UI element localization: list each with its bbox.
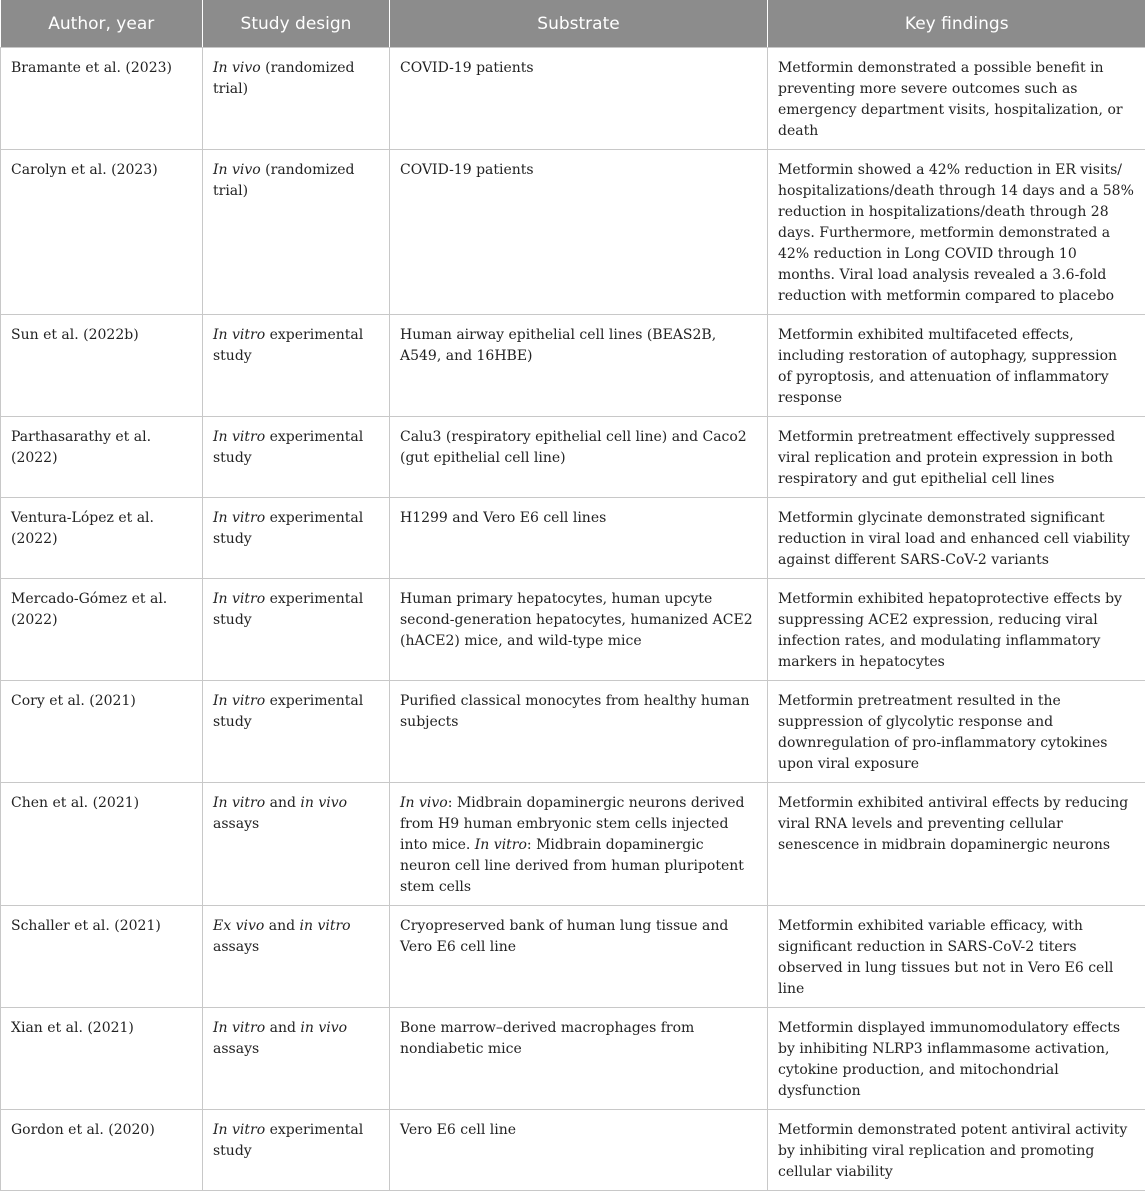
cell-author: Gordon et al. (2020)	[1, 1110, 203, 1191]
design-text: assays	[213, 939, 259, 955]
cell-author: Cory et al. (2021)	[1, 681, 203, 783]
cell-findings: Metformin demonstrated a possible benefit in preventing more severe outcomes such as emergency department visits, hospitalization, or death	[768, 48, 1145, 150]
table-row	[1, 315, 1145, 417]
cell-design	[203, 48, 390, 150]
cell-findings: Metformin displayed immunomodulatory effects by inhibiting NLRP3 inflammasome activation, cytokine production, and mitochondrial dysfunction	[768, 1008, 1145, 1110]
design-italic: in vivo	[300, 795, 347, 811]
design-text: and	[264, 918, 299, 934]
design-italic: In vivo	[213, 60, 261, 76]
cell-findings: Metformin exhibited hepatoprotective effects by suppressing ACE2 expression, reducing viral infection rates, and modulating inflammatory markers in hepatocytes	[768, 579, 1145, 681]
table-row	[1, 48, 1145, 150]
design-text: and	[265, 1020, 300, 1036]
cell-findings: Metformin showed a 42% reduction in ER visits/ hospitalizations/death through 14 days and a 58% reduction in hospitalizations/death through 28 days. Furthermore, metformin demonstrated a 42% reduction in Long COVID through 10 months. Viral load analysis revealed a 3.6-fold reduction with metformin compared to placebo	[768, 150, 1145, 315]
cell-design	[203, 1008, 390, 1110]
substrate-italic: In vitro	[475, 837, 527, 853]
cell-author: Chen et al. (2021)	[1, 783, 203, 906]
cell-findings: Metformin exhibited multifaceted effects, including restoration of autophagy, suppression of pyroptosis, and attenuation of inflammatory response	[768, 315, 1145, 417]
table-row	[1, 498, 1145, 579]
substrate-text: : Midbrain dopaminergic neuron cell line derived from human pluripotent stem cells	[400, 837, 744, 895]
table-row	[1, 579, 1145, 681]
cell-findings: Metformin pretreatment resulted in the suppression of glycolytic response and downregulation of pro-inflammatory cytokines upon viral exposure	[768, 681, 1145, 783]
cell-substrate: Bone marrow–derived macrophages from nondiabetic mice	[390, 1008, 768, 1110]
table-row	[1, 1110, 1145, 1191]
cell-substrate: COVID-19 patients	[390, 150, 768, 315]
cell-findings: Metformin exhibited variable efficacy, with significant reduction in SARS-CoV-2 titers observed in lung tissues but not in Vero E6 cell line	[768, 906, 1145, 1008]
design-italic: In vitro	[213, 693, 265, 709]
cell-substrate	[390, 783, 768, 906]
design-text: experimental study	[213, 510, 363, 547]
design-italic: in vivo	[300, 1020, 347, 1036]
cell-author: Parthasarathy et al. (2022)	[1, 417, 203, 498]
cell-design	[203, 906, 390, 1008]
cell-substrate: Human airway epithelial cell lines (BEAS2B, A549, and 16HBE)	[390, 315, 768, 417]
cell-findings: Metformin exhibited antiviral effects by reducing viral RNA levels and preventing cellular senescence in midbrain dopaminergic neurons	[768, 783, 1145, 906]
design-italic: In vitro	[213, 429, 265, 445]
cell-design	[203, 681, 390, 783]
cell-author: Xian et al. (2021)	[1, 1008, 203, 1110]
cell-design	[203, 315, 390, 417]
header-key-findings: Key findings	[768, 0, 1145, 48]
cell-design	[203, 579, 390, 681]
design-text: experimental study	[213, 429, 363, 466]
substrate-text: : Midbrain dopaminergic neurons derived from H9 human embryonic stem cells injected into mice.	[400, 795, 744, 853]
design-italic: In vivo	[213, 162, 261, 178]
cell-design	[203, 498, 390, 579]
cell-author: Ventura-López et al. (2022)	[1, 498, 203, 579]
design-italic: In vitro	[213, 1020, 265, 1036]
header-author: Author, year	[1, 0, 203, 48]
cell-author: Schaller et al. (2021)	[1, 906, 203, 1008]
design-text: (randomized trial)	[213, 162, 354, 199]
header-substrate: Substrate	[390, 0, 768, 48]
table-row	[1, 150, 1145, 315]
design-italic: In vitro	[213, 795, 265, 811]
table-row	[1, 1008, 1145, 1110]
cell-substrate: Purified classical monocytes from healthy human subjects	[390, 681, 768, 783]
cell-author: Mercado-Gómez et al. (2022)	[1, 579, 203, 681]
cell-design	[203, 417, 390, 498]
cell-findings: Metformin demonstrated potent antiviral activity by inhibiting viral replication and promoting cellular viability	[768, 1110, 1145, 1191]
cell-findings: Metformin pretreatment effectively suppressed viral replication and protein expression in both respiratory and gut epithelial cell lines	[768, 417, 1145, 498]
cell-substrate: H1299 and Vero E6 cell lines	[390, 498, 768, 579]
table-row	[1, 906, 1145, 1008]
cell-substrate: Human primary hepatocytes, human upcyte second-generation hepatocytes, humanized ACE2 (hACE2) mice, and wild-type mice	[390, 579, 768, 681]
cell-substrate: COVID-19 patients	[390, 48, 768, 150]
design-text: experimental study	[213, 327, 363, 364]
design-italic: Ex vivo	[213, 918, 264, 934]
design-text: experimental study	[213, 1122, 363, 1159]
header-study-design: Study design	[203, 0, 390, 48]
cell-design	[203, 1110, 390, 1191]
table-row	[1, 417, 1145, 498]
design-text: (randomized trial)	[213, 60, 354, 97]
cell-author: Carolyn et al. (2023)	[1, 150, 203, 315]
table-row	[1, 783, 1145, 906]
design-text: experimental study	[213, 693, 363, 730]
design-text: experimental study	[213, 591, 363, 628]
design-italic: In vitro	[213, 327, 265, 343]
design-italic: in vitro	[300, 918, 351, 934]
cell-substrate: Calu3 (respiratory epithelial cell line) and Caco2 (gut epithelial cell line)	[390, 417, 768, 498]
cell-substrate: Cryopreserved bank of human lung tissue and Vero E6 cell line	[390, 906, 768, 1008]
cell-author: Sun et al. (2022b)	[1, 315, 203, 417]
cell-findings: Metformin glycinate demonstrated significant reduction in viral load and enhanced cell viability against different SARS-CoV-2 variants	[768, 498, 1145, 579]
header-row	[1, 0, 1145, 48]
design-text: assays	[213, 816, 259, 832]
design-italic: In vitro	[213, 1122, 265, 1138]
substrate-italic: In vivo	[400, 795, 448, 811]
design-italic: In vitro	[213, 510, 265, 526]
cell-design	[203, 783, 390, 906]
table-row	[1, 681, 1145, 783]
cell-substrate: Vero E6 cell line	[390, 1110, 768, 1191]
design-text: assays	[213, 1041, 259, 1057]
design-italic: In vitro	[213, 591, 265, 607]
cell-design	[203, 150, 390, 315]
design-text: and	[265, 795, 300, 811]
cell-author: Bramante et al. (2023)	[1, 48, 203, 150]
